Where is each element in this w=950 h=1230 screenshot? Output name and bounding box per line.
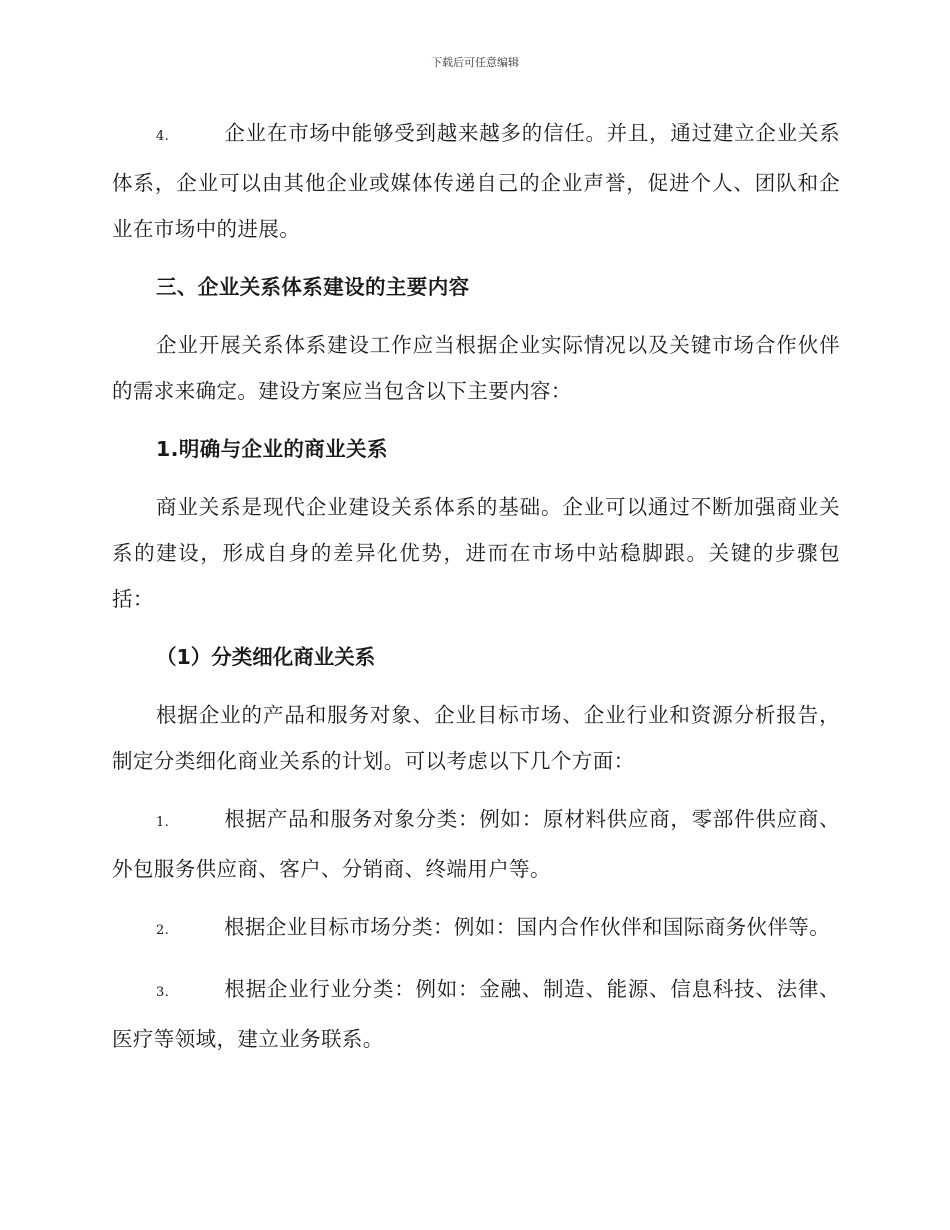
paragraph-text: 企业在市场中能够受到越来越多的信任。并且，通过建立企业关系体系，企业可以由其他企业或媒体传递自己的企业声誉，促进个人、团队和企业在市场中的进展。	[112, 121, 840, 241]
step-paragraph: 根据企业的产品和服务对象、企业目标市场、企业行业和资源分析报告，制定分类细化商业关系的计划。可以考虑以下几个方面：	[112, 703, 840, 773]
list-item-text: 根据产品和服务对象分类：例如：原材料供应商，零部件供应商、外包服务供应商、客户、分销商、终端用户等。	[112, 807, 840, 881]
list-number: 4.	[156, 129, 170, 144]
list-number: 2.	[156, 923, 170, 938]
subsection-heading: 1.明确与企业的商业关系	[156, 437, 388, 461]
list-item-text: 根据企业行业分类：例如：金融、制造、能源、信息科技、法律、医疗等领域，建立业务联系。	[112, 977, 840, 1051]
list-item-text: 根据企业目标市场分类：例如：国内合作伙伴和国际商务伙伴等。	[224, 915, 831, 939]
list-item-1	[112, 796, 840, 892]
numbered-paragraph-4	[112, 110, 840, 252]
step-heading: （1）分类细化商业关系	[156, 645, 376, 669]
list-number: 1.	[156, 815, 170, 830]
section-intro-paragraph: 企业开展关系体系建设工作应当根据企业实际情况以及关键市场合作伙伴的需求来确定。建设方案应当包含以下主要内容：	[112, 333, 840, 403]
list-number: 3.	[156, 985, 170, 1000]
section-heading: 三、企业关系体系建设的主要内容	[156, 275, 470, 299]
list-item-2	[112, 904, 840, 954]
page-header: 下载后可任意编辑	[431, 56, 519, 69]
list-item-3	[112, 966, 840, 1062]
subsection-paragraph: 商业关系是现代企业建设关系体系的基础。企业可以通过不断加强商业关系的建设，形成自身的差异化优势，进而在市场中站稳脚跟。关键的步骤包括：	[112, 495, 840, 611]
document-body	[112, 110, 840, 1074]
